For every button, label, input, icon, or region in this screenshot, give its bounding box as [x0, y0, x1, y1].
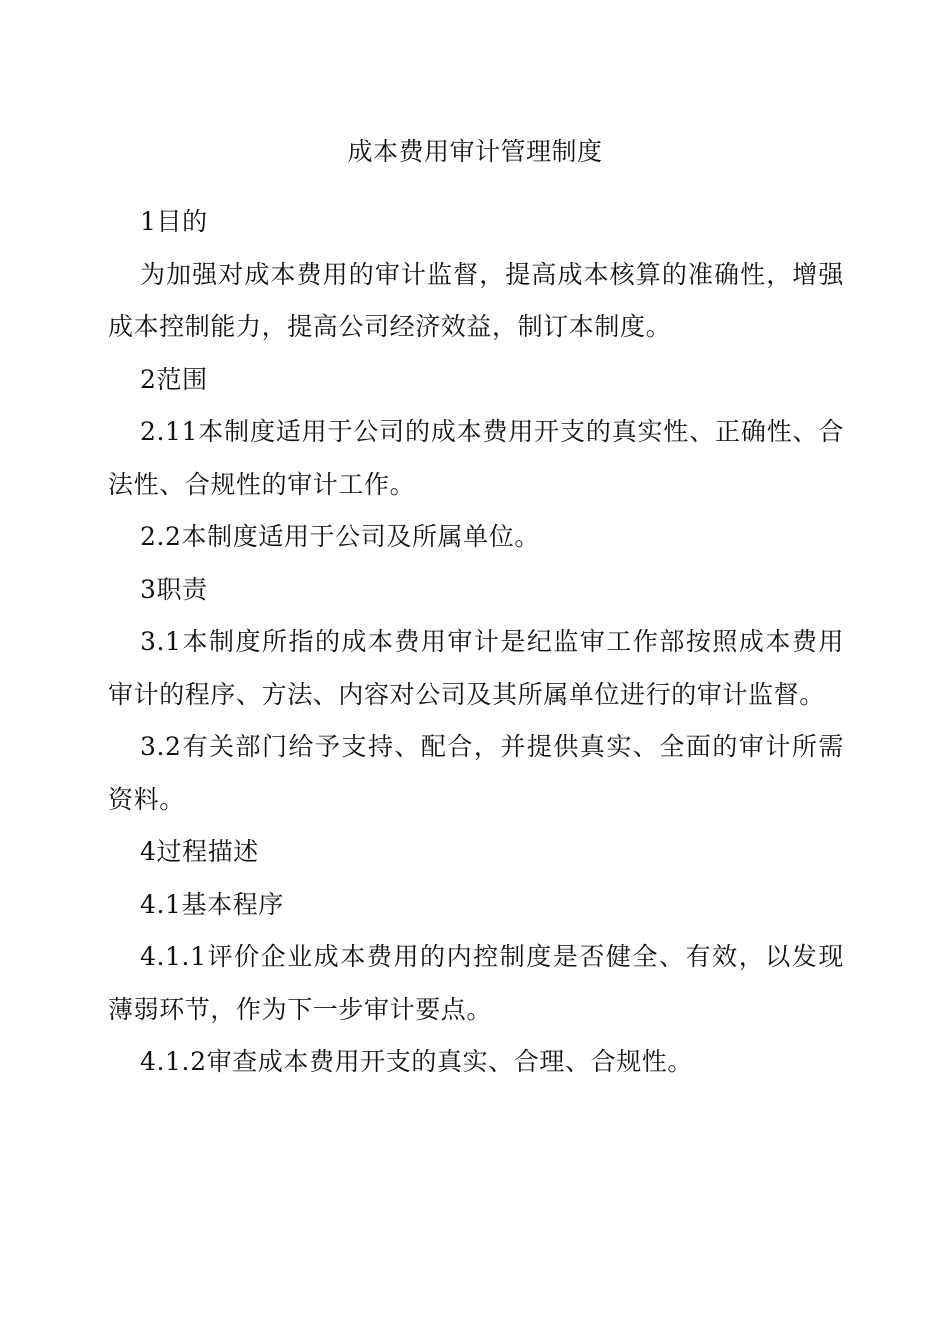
section-heading-purpose: 1目的: [140, 207, 208, 236]
paragraph-procedure-4-1-1: 4.1.1评价企业成本费用的内控制度是否健全、有效，以发现薄弱环节，作为下一步审计要点。: [108, 942, 844, 1024]
section-heading-process: 4过程描述: [140, 837, 259, 866]
paragraph-scope-2-2: 2.2本制度适用于公司及所属单位。: [140, 522, 540, 551]
paragraph-purpose: 为加强对成本费用的审计监督，提高成本核算的准确性，增强成本控制能力，提高公司经济效益，制订本制度。: [108, 259, 844, 341]
paragraph-scope-2-11: 2.11本制度适用于公司的成本费用开支的真实性、正确性、合法性、合规性的审计工作。: [108, 417, 844, 499]
section-heading-responsibilities: 3职责: [140, 574, 208, 604]
paragraph-procedure-4-1-2: 4.1.2审查成本费用开支的真实、合理、合规性。: [140, 1047, 694, 1076]
paragraph-responsibility-3-2: 3.2有关部门给予支持、配合，并提供真实、全面的审计所需资料。: [108, 732, 844, 814]
paragraph-responsibility-3-1: 3.1本制度所指的成本费用审计是纪监审工作部按照成本费用审计的程序、方法、内容对公司及其所属单位进行的审计监督。: [108, 627, 844, 709]
subsection-heading-basic-procedure: 4.1基本程序: [140, 889, 284, 919]
section-heading-scope: 2范围: [140, 364, 208, 394]
document-title: 成本费用审计管理制度: [347, 137, 603, 166]
document-body: [108, 196, 844, 1089]
